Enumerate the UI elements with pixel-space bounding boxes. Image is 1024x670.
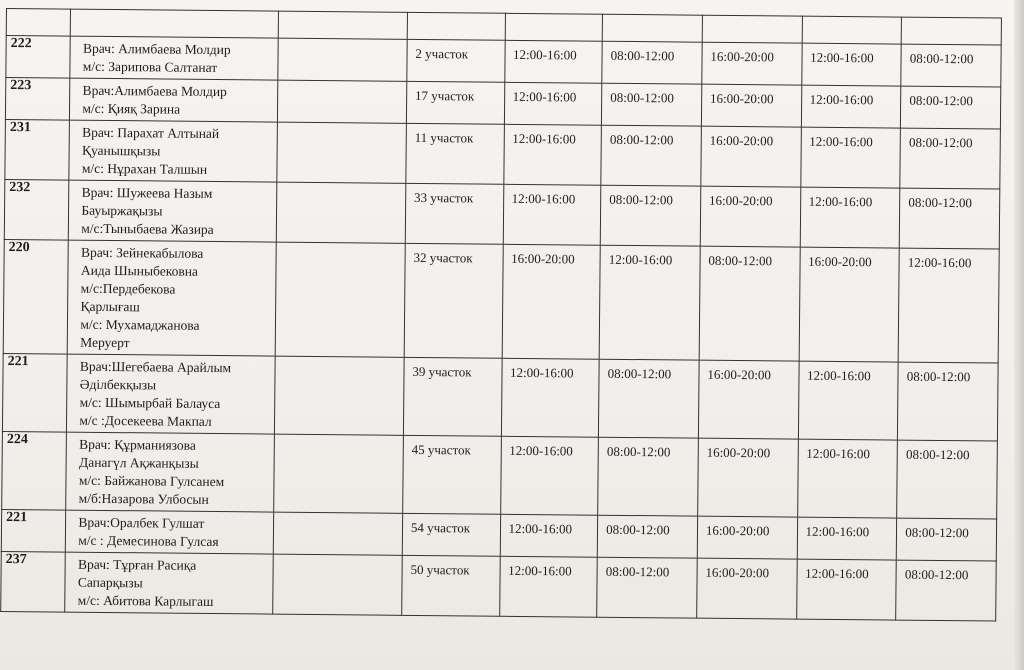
header-cell (278, 11, 407, 39)
district-cell: 50 участок (402, 555, 500, 616)
time-slot-cell: 08:00-12:00 (601, 125, 701, 186)
staff-cell (67, 354, 275, 434)
cabinet-number: 221 (2, 353, 67, 432)
staff-line: м/с:Тыныбаева Жазира (81, 220, 214, 238)
time-slot-cell: 16:00-20:00 (702, 42, 802, 85)
district-cell: 2 участок (407, 39, 505, 82)
staff-line: Врач:Алимбаева Молдир (82, 82, 227, 100)
time-slot-cell: 12:00-16:00 (798, 361, 898, 440)
time-slot-cell: 12:00-16:00 (504, 40, 602, 83)
district-cell: 45 участок (403, 435, 501, 514)
time-slot-cell: 16:00-20:00 (697, 558, 797, 619)
header-cell (505, 13, 603, 41)
staff-line: Врач: Парахат Алтынай (82, 124, 220, 142)
staff-line: Врач:Оралбек Гулшат (78, 514, 205, 531)
cabinet-number: 237 (1, 551, 66, 612)
time-slot-cell: 08:00-12:00 (599, 359, 699, 438)
staff-line: Қарлығаш (80, 298, 140, 315)
time-slot-cell: 12:00-16:00 (797, 439, 897, 518)
schedule-sheet (0, 8, 1006, 618)
header-cell (71, 9, 279, 38)
table-row (2, 431, 998, 519)
blank-cell (278, 80, 407, 123)
blank-cell (277, 122, 406, 183)
blank-cell (274, 434, 404, 513)
cabinet-number: 221 (1, 509, 66, 552)
time-slot-cell: 12:00-16:00 (898, 248, 999, 363)
blank-cell (276, 182, 405, 243)
district-cell: 54 участок (402, 513, 500, 556)
time-slot-cell: 08:00-12:00 (896, 518, 996, 561)
staff-line: м/с: Абитова Карлыгаш (77, 592, 214, 610)
time-slot-cell: 12:00-16:00 (801, 43, 901, 86)
cabinet-number: 224 (2, 431, 67, 510)
staff-cell (65, 552, 273, 614)
district-cell: 39 участок (403, 357, 501, 436)
district-cell: 32 участок (404, 243, 503, 358)
staff-line: м/с: Мухамаджанова (80, 316, 200, 333)
time-slot-cell: 08:00-12:00 (597, 557, 697, 618)
time-slot-cell: 12:00-16:00 (500, 436, 598, 515)
staff-line: Врач: Алимбаева Молдир (82, 40, 231, 58)
time-slot-cell: 12:00-16:00 (801, 85, 901, 128)
staff-line: Врач: Шужеева Назым (81, 184, 213, 201)
table-row (2, 353, 998, 441)
staff-line: м/с:Пердебекова (80, 280, 176, 297)
cabinet-number: 222 (6, 36, 71, 79)
time-slot-cell: 08:00-12:00 (602, 83, 702, 126)
time-slot-cell: 08:00-12:00 (897, 440, 997, 519)
cabinet-number: 231 (5, 119, 70, 180)
cabinet-number: 232 (4, 179, 69, 240)
staff-line: Аида Шыныбековна (80, 262, 199, 279)
staff-line: Врач: Тұрған Расиқа (77, 556, 197, 573)
staff-line: м/с: Зарипова Салтанат (82, 58, 218, 76)
time-slot-cell: 12:00-16:00 (503, 124, 601, 185)
blank-cell (275, 356, 405, 435)
blank-cell (278, 38, 407, 81)
time-slot-cell: 08:00-12:00 (899, 188, 999, 249)
header-cell (702, 15, 802, 43)
staff-line: м/б:Назарова Улбосын (78, 490, 209, 507)
schedule-body (1, 9, 1002, 622)
time-slot-cell: 16:00-20:00 (698, 360, 798, 439)
time-slot-cell: 12:00-16:00 (503, 184, 601, 245)
time-slot-cell: 08:00-12:00 (600, 185, 700, 246)
staff-line: м/с: Шымырбай Балауса (79, 394, 221, 412)
time-slot-cell: 12:00-16:00 (800, 187, 900, 248)
time-slot-cell: 08:00-12:00 (901, 86, 1001, 129)
staff-cell (68, 240, 277, 356)
table-row (3, 239, 999, 363)
time-slot-cell: 12:00-16:00 (797, 517, 897, 560)
time-slot-cell: 16:00-20:00 (697, 438, 797, 517)
time-slot-cell: 08:00-12:00 (901, 44, 1001, 87)
blank-cell (273, 512, 402, 555)
staff-line: м/с : Демесинова Гулсая (78, 532, 219, 550)
schedule-table (0, 8, 1002, 622)
header-cell (901, 17, 1001, 45)
time-slot-cell: 08:00-12:00 (896, 560, 996, 621)
staff-line: Меруерт (80, 334, 130, 351)
staff-line: Бауыржақызы (81, 202, 163, 219)
staff-line: м/с: Байжанова Гулсанем (78, 472, 225, 490)
staff-cell (66, 510, 274, 554)
header-cell (602, 14, 702, 42)
district-cell: 33 участок (405, 183, 503, 244)
staff-cell (66, 432, 274, 512)
staff-line: Данагүл Ақжанқызы (78, 454, 199, 471)
time-slot-cell: 12:00-16:00 (800, 127, 900, 188)
time-slot-cell: 16:00-20:00 (697, 516, 797, 559)
district-cell: 17 участок (406, 81, 504, 124)
time-slot-cell: 08:00-12:00 (598, 437, 698, 516)
district-cell: 11 участок (406, 123, 504, 184)
time-slot-cell: 08:00-12:00 (900, 128, 1000, 189)
time-slot-cell: 16:00-20:00 (701, 84, 801, 127)
time-slot-cell: 12:00-16:00 (499, 556, 597, 617)
time-slot-cell: 12:00-16:00 (500, 514, 598, 557)
time-slot-cell: 16:00-20:00 (799, 247, 900, 362)
blank-cell (273, 554, 402, 615)
table-row (4, 179, 1000, 249)
blank-cell (275, 242, 405, 357)
staff-cell (70, 78, 278, 122)
staff-cell (70, 36, 278, 80)
staff-line: Қуанышқызы (81, 142, 161, 159)
header-cell (802, 16, 902, 44)
time-slot-cell: 12:00-16:00 (599, 245, 700, 360)
header-cell (407, 12, 505, 40)
staff-line: Врач: Құрманиязова (79, 436, 196, 453)
header-cell (6, 9, 71, 37)
time-slot-cell: 12:00-16:00 (796, 559, 896, 620)
time-slot-cell: 16:00-20:00 (502, 244, 601, 359)
time-slot-cell: 08:00-12:00 (602, 41, 702, 84)
staff-line: м/с: Қияқ Зарина (82, 100, 181, 117)
staff-line: м/с :Досекеева Макпал (79, 412, 212, 429)
time-slot-cell: 16:00-20:00 (701, 126, 801, 187)
time-slot-cell: 16:00-20:00 (700, 186, 800, 247)
cabinet-number: 220 (3, 239, 68, 354)
staff-cell (69, 180, 277, 242)
time-slot-cell: 08:00-12:00 (898, 362, 998, 441)
table-row (1, 551, 997, 621)
time-slot-cell: 12:00-16:00 (504, 82, 602, 125)
staff-line: Врач:Шегебаева Арайлым (79, 358, 232, 376)
staff-line: Сапарқызы (77, 574, 143, 591)
staff-line: Врач: Зейнекабылова (80, 244, 204, 261)
time-slot-cell: 08:00-12:00 (699, 246, 800, 361)
time-slot-cell: 12:00-16:00 (501, 358, 599, 437)
staff-line: Әділбекқызы (79, 376, 157, 393)
table-row (5, 119, 1001, 189)
staff-cell (69, 120, 277, 182)
page-edge (1014, 0, 1024, 670)
cabinet-number: 223 (5, 78, 70, 121)
time-slot-cell: 08:00-12:00 (597, 515, 697, 558)
staff-line: м/с: Нұрахан Талшын (81, 160, 208, 177)
